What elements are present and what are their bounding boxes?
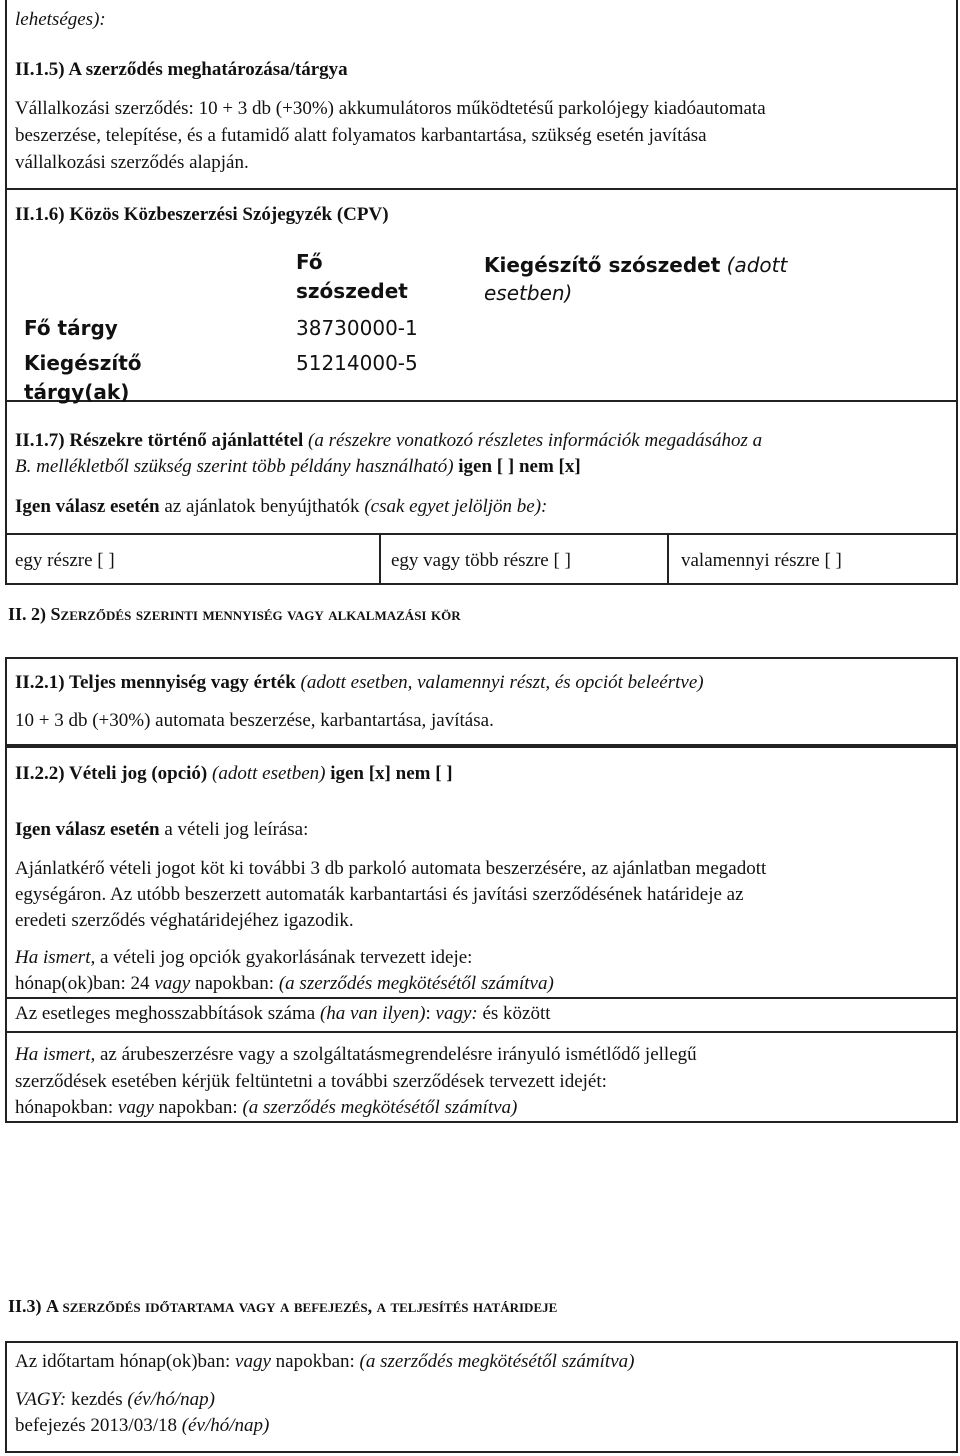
option-valamennyi[interactable]: valamennyi részre [ ] xyxy=(681,550,842,571)
ha-ismert-2: Ha ismert, az árubeszerzésre vagy a szolgáltatásmegrendelésre irányuló ismétlődő jellegű xyxy=(15,1044,697,1065)
cpv-col3-header: Kiegészítő szószedet (adott xyxy=(484,253,788,277)
section-115-line-1: Vállalkozási szerződés: 10 + 3 db (+30%) akkumulátoros működtetésű parkolójegy kiadóautomata xyxy=(15,98,766,119)
section-221-text: 10 + 3 db (+30%) automata beszerzése, karbantartása, javítása. xyxy=(15,710,494,731)
section-3-heading: II.3) A szerződés időtartama vagy a befejezés, a teljesítés határideje xyxy=(8,1296,558,1316)
cpv-row2-label-1: Kiegészítő xyxy=(24,351,142,375)
divider xyxy=(5,188,958,190)
divider-meghossz xyxy=(5,997,958,999)
section-115-line-2: beszerzése, telepítése, és a futamidő alatt folyamatos karbantartása, szükség esetén javítása xyxy=(15,125,707,146)
options-divider-2 xyxy=(667,533,669,585)
box1-bottom xyxy=(5,583,958,585)
box1-left-border xyxy=(5,400,7,585)
option-egy-reszre[interactable]: egy részre [ ] xyxy=(15,550,115,571)
idotartam-line: Az időtartam hónap(ok)ban: vagy napokban: (a szerződés megkötésétől számítva) xyxy=(15,1351,635,1372)
description-line-2: egységáron. Az utóbb beszerzett automaták karbantartási és javítási szerződésének határideje az xyxy=(15,884,744,905)
honapokban-line: hónapokban: vagy napokban: (a szerződés megkötésétől számítva) xyxy=(15,1097,518,1118)
kezdes-line: VAGY: kezdés (év/hó/nap) xyxy=(15,1389,215,1410)
divider-ismetlodo xyxy=(5,1031,958,1033)
options-divider-1 xyxy=(379,533,381,585)
options-top xyxy=(5,533,958,535)
section-115-title: II.1.5) A szerződés meghatározása/tárgya xyxy=(15,59,348,80)
cpv-row2-value: 51214000-5 xyxy=(296,351,418,375)
ha-ismert-1: Ha ismert, a vételi jog opciók gyakorlásának tervezett ideje: xyxy=(15,947,473,968)
section-115-line-3: vállalkozási szerződés alapján. xyxy=(15,152,249,173)
section-2-heading: II. 2) Szerződés szerinti mennyiség vagy alkalmazási kör xyxy=(8,604,461,624)
section-117-line-2: B. mellékletből szükség szerint több példány használható) igen [ ] nem [x] xyxy=(15,456,581,477)
szerzodesek-line: szerződések esetében kérjük feltüntetni a további szerződések tervezett idejét: xyxy=(15,1071,607,1092)
cpv-row2-label-2: tárgy(ak) xyxy=(24,380,130,404)
section-116-title: II.1.6) Közös Közbeszerzési Szójegyzék (CPV) xyxy=(15,204,389,225)
section-222-title: II.2.2) Vételi jog (opció) (adott esetben) igen [x] nem [ ] xyxy=(15,763,453,784)
honap-line-1: hónap(ok)ban: 24 vagy napokban: (a szerződés megkötésétől számítva) xyxy=(15,973,554,994)
description-line-3: eredeti szerződés véghatáridejéhez igazodik. xyxy=(15,910,354,931)
cpv-col2-header-1: Fő xyxy=(296,250,323,274)
section-221-title: II.2.1) Teljes mennyiség vagy érték (adott esetben, valamennyi részt, és opciót beleértve) xyxy=(15,672,704,693)
section-222-igen: Igen válasz esetén a vételi jog leírása: xyxy=(15,819,309,840)
cpv-col2-header-2: szószedet xyxy=(296,279,408,303)
meghosszabbitas-line: Az esetleges meghosszabbítások száma (ha van ilyen): vagy: és között xyxy=(15,1003,551,1024)
cpv-col3-header-2: esetben) xyxy=(484,281,573,305)
cpv-row1-value: 38730000-1 xyxy=(296,316,418,340)
box1-right-border xyxy=(956,400,958,585)
description-line-1: Ajánlatkérő vételi jogot köt ki további 3 db parkoló automata beszerzésére, az ajánlatban megadott xyxy=(15,858,767,879)
section-117-line-1: II.1.7) Részekre történő ajánlattétel (a részekre vonatkozó részletes információk megadásához a xyxy=(15,430,763,451)
option-egy-vagy-tobb[interactable]: egy vagy több részre [ ] xyxy=(391,550,571,571)
top-fragment: lehetséges): xyxy=(15,9,106,30)
igen-line: Igen válasz esetén az ajánlatok benyújthatók (csak egyet jelöljön be): xyxy=(15,496,548,517)
befejezes-line: befejezés 2013/03/18 (év/hó/nap) xyxy=(15,1415,270,1436)
cpv-row1-label: Fő tárgy xyxy=(24,316,118,340)
